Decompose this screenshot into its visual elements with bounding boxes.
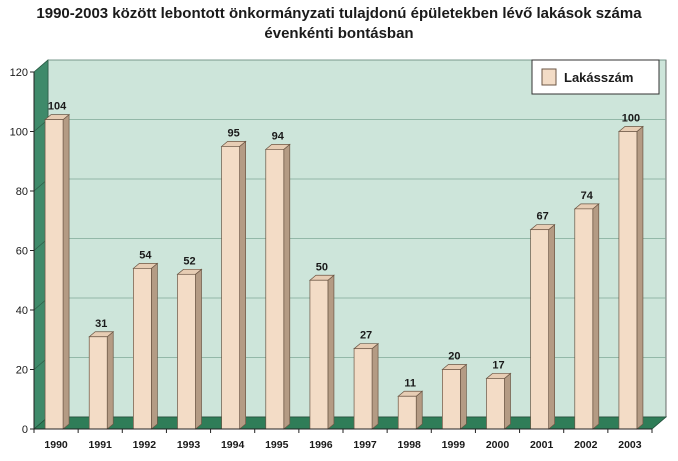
data-label: 17 bbox=[492, 359, 505, 372]
bar-front bbox=[442, 370, 460, 430]
bar-1995 bbox=[266, 130, 290, 429]
y-tick-label: 60 bbox=[15, 245, 28, 258]
data-label: 52 bbox=[183, 255, 196, 268]
bar-side bbox=[460, 365, 466, 430]
data-label: 94 bbox=[271, 130, 284, 143]
data-label: 54 bbox=[139, 249, 152, 262]
y-tick-label: 40 bbox=[15, 305, 28, 317]
bar-side bbox=[372, 344, 378, 429]
bar-side bbox=[107, 332, 113, 429]
x-tick-label: 2000 bbox=[485, 439, 510, 451]
y-tick-label: 100 bbox=[9, 126, 28, 139]
data-label: 20 bbox=[448, 350, 461, 363]
bar-front bbox=[222, 146, 240, 429]
x-tick-label: 1994 bbox=[220, 439, 245, 451]
bar-front bbox=[133, 268, 151, 429]
y-tick-label: 120 bbox=[9, 67, 28, 79]
bar-side bbox=[416, 391, 422, 429]
bar-2001 bbox=[531, 211, 555, 429]
x-tick-label: 1991 bbox=[88, 439, 112, 451]
x-tick-label: 1992 bbox=[132, 439, 157, 451]
data-label: 100 bbox=[621, 112, 641, 125]
bar-1992 bbox=[133, 249, 157, 429]
x-tick-label: 2003 bbox=[618, 439, 642, 451]
data-label: 104 bbox=[47, 100, 67, 113]
data-label: 67 bbox=[536, 210, 549, 223]
x-tick-label: 1996 bbox=[309, 439, 333, 451]
bar-1990 bbox=[45, 101, 69, 429]
x-tick-label: 1999 bbox=[441, 439, 466, 451]
bar-front bbox=[575, 209, 593, 429]
bar-side bbox=[549, 225, 555, 429]
bar-front bbox=[310, 280, 328, 429]
bar-2002 bbox=[575, 190, 599, 429]
bar-side bbox=[151, 263, 157, 429]
floor bbox=[34, 417, 666, 429]
data-label: 11 bbox=[404, 377, 417, 390]
bar-front bbox=[178, 274, 196, 429]
chart-title-line1: 1990-2003 között lebontott önkormányzati tulajdonú épületekben lévő lakások száma bbox=[36, 5, 642, 22]
x-tick-label: 1993 bbox=[176, 439, 201, 451]
bar-front bbox=[354, 349, 372, 429]
bar-side bbox=[196, 269, 202, 429]
bar-front bbox=[89, 337, 107, 429]
y-tick-label: 80 bbox=[15, 186, 28, 198]
bar-side bbox=[593, 204, 599, 429]
bar-front bbox=[487, 378, 505, 429]
y-tick-label: 20 bbox=[15, 364, 28, 377]
legend-label: Lakásszám bbox=[564, 70, 634, 85]
bar-front bbox=[398, 396, 416, 429]
data-label: 74 bbox=[580, 189, 593, 202]
bar-front bbox=[619, 132, 637, 430]
data-label: 31 bbox=[95, 317, 108, 330]
y-tick-label: 0 bbox=[21, 424, 28, 436]
bar-front bbox=[531, 230, 549, 429]
data-label: 95 bbox=[227, 127, 240, 140]
bar-1994 bbox=[222, 127, 246, 429]
bar-front bbox=[45, 120, 63, 429]
bar-side bbox=[63, 115, 69, 429]
x-tick-label: 1990 bbox=[44, 439, 68, 451]
legend-swatch bbox=[542, 69, 556, 85]
bar-2003 bbox=[619, 113, 643, 430]
chart-title-line2: évenkénti bontásban bbox=[264, 25, 414, 42]
x-tick-label: 1998 bbox=[397, 439, 421, 451]
bar-side bbox=[637, 127, 643, 430]
data-label: 27 bbox=[359, 329, 373, 342]
x-tick-label: 2001 bbox=[529, 439, 554, 451]
bar-1996 bbox=[310, 261, 334, 429]
data-label: 50 bbox=[315, 261, 329, 274]
bar-1991 bbox=[89, 318, 113, 429]
bar-front bbox=[266, 149, 284, 429]
x-tick-label: 1997 bbox=[353, 439, 377, 451]
bar-side bbox=[240, 141, 246, 429]
x-tick-label: 1995 bbox=[265, 439, 289, 451]
bar-side bbox=[284, 144, 290, 429]
bar-1993 bbox=[178, 255, 202, 429]
bar-side bbox=[505, 373, 511, 429]
bar-side bbox=[328, 275, 334, 429]
x-tick-label: 2002 bbox=[574, 439, 598, 451]
